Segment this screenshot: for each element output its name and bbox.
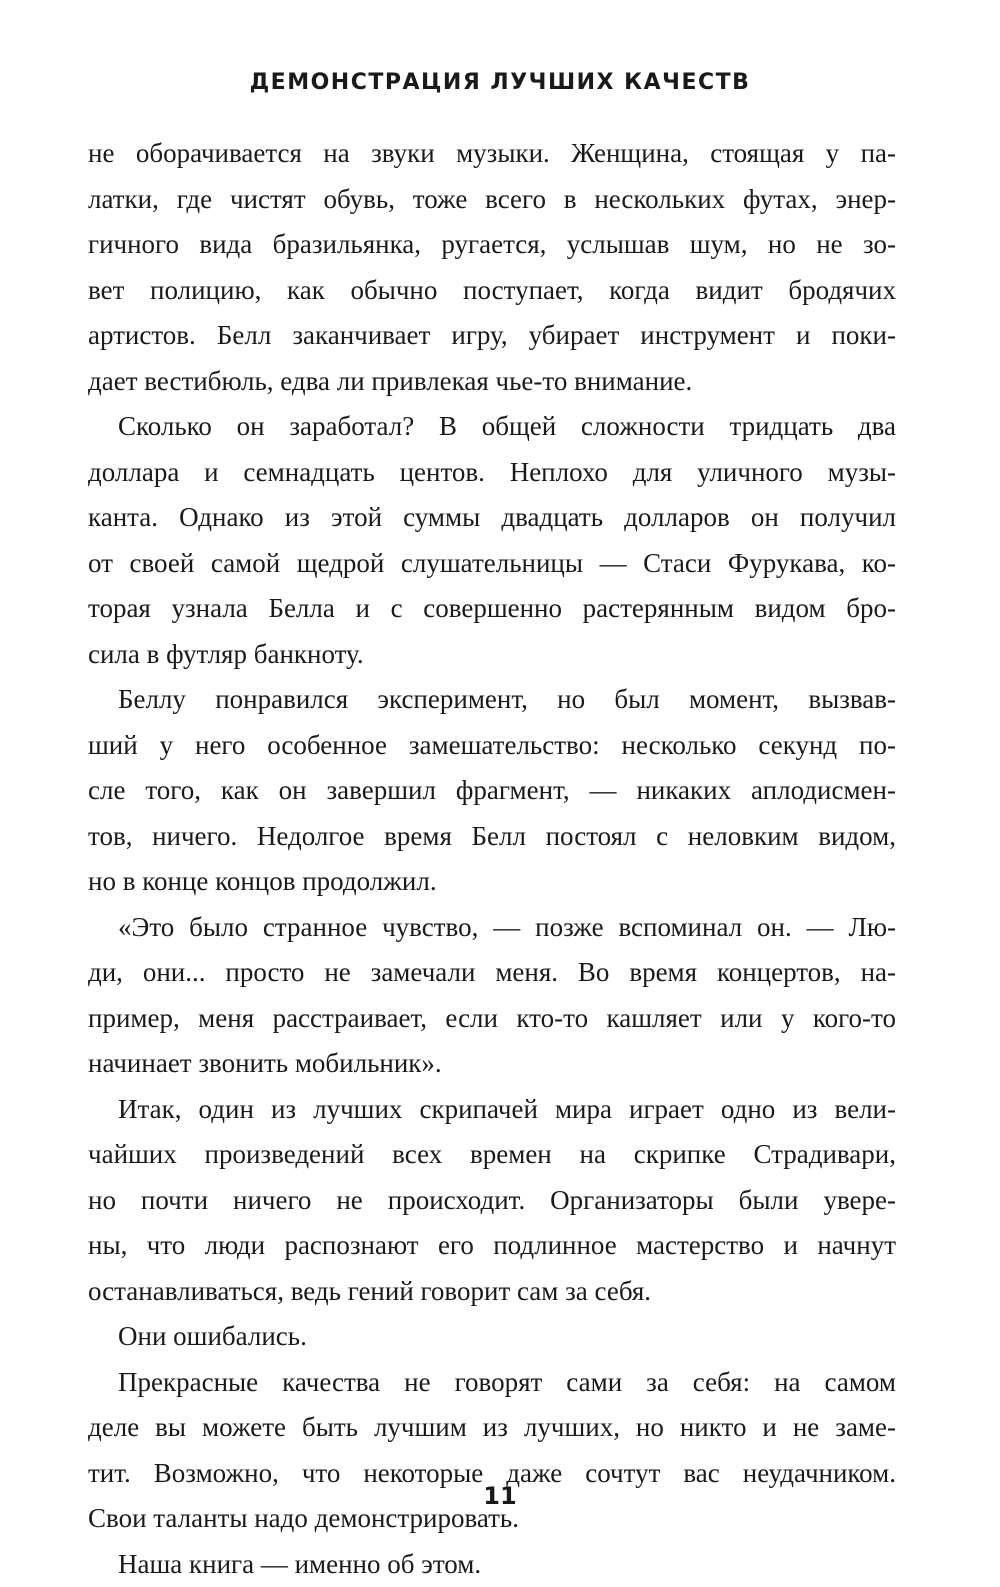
text-line: от своей самой щедрой слушательницы — Стаси Фурукава, ко-	[88, 541, 896, 587]
text-line: Наша книга — именно об этом.	[88, 1542, 896, 1587]
body-text	[88, 131, 896, 1587]
paragraph-4	[88, 905, 896, 1087]
text-line: «Это было странное чувство, — позже вспоминал он. — Лю-	[88, 905, 896, 951]
text-line: останавливаться, ведь гений говорит сам за себя.	[88, 1269, 896, 1315]
page-number: 11	[0, 1482, 1000, 1510]
paragraph-3	[88, 677, 896, 905]
text-line: ны, что люди распознают его подлинное мастерство и начнут	[88, 1223, 896, 1269]
text-line: пример, меня расстраивает, если кто-то кашляет или у кого-то	[88, 996, 896, 1042]
text-line: вет полицию, как обычно поступает, когда видит бродячих	[88, 268, 896, 314]
text-line: Прекрасные качества не говорят сами за себя: на самом	[88, 1360, 896, 1406]
text-line: Свои таланты надо демонстрировать.	[88, 1496, 896, 1542]
text-line: торая узнала Белла и с совершенно растерянным видом бро-	[88, 586, 896, 632]
paragraph-5	[88, 1087, 896, 1315]
text-line: но в конце концов продолжил.	[88, 859, 896, 905]
paragraph-2	[88, 404, 896, 677]
paragraph-6	[88, 1314, 896, 1360]
text-line: доллара и семнадцать центов. Неплохо для уличного музы-	[88, 450, 896, 496]
text-line: Сколько он заработал? В общей сложности тридцать два	[88, 404, 896, 450]
text-line: гичного вида бразильянка, ругается, услышав шум, но не зо-	[88, 222, 896, 268]
text-line: канта. Однако из этой суммы двадцать долларов он получил	[88, 495, 896, 541]
paragraph-1	[88, 131, 896, 404]
text-line: не оборачивается на звуки музыки. Женщина, стоящая у па-	[88, 131, 896, 177]
text-line: ди, они... просто не замечали меня. Во время концертов, на-	[88, 950, 896, 996]
text-line: ший у него особенное замешательство: несколько секунд по-	[88, 723, 896, 769]
text-line: но почти ничего не происходит. Организаторы были увере-	[88, 1178, 896, 1224]
text-line: сила в футляр банкноту.	[88, 632, 896, 678]
text-line: латки, где чистят обувь, тоже всего в нескольких футах, энер-	[88, 177, 896, 223]
text-line: сле того, как он завершил фрагмент, — никаких аплодисмен-	[88, 768, 896, 814]
paragraph-8	[88, 1542, 896, 1587]
text-line: Итак, один из лучших скрипачей мира играет одно из вели-	[88, 1087, 896, 1133]
text-line: дает вестибюль, едва ли привлекая чье-то внимание.	[88, 359, 896, 405]
text-line: чайших произведений всех времен на скрипке Страдивари,	[88, 1132, 896, 1178]
text-line: Беллу понравился эксперимент, но был момент, вызвав-	[88, 677, 896, 723]
text-line: тов, ничего. Недолгое время Белл постоял с неловким видом,	[88, 814, 896, 860]
text-line: тит. Возможно, что некоторые даже сочтут вас неудачником.	[88, 1451, 896, 1497]
text-line: артистов. Белл заканчивает игру, убирает инструмент и поки-	[88, 313, 896, 359]
text-line: Они ошибались.	[88, 1314, 896, 1360]
text-line: начинает звонить мобильник».	[88, 1041, 896, 1087]
running-title: ДЕМОНСТРАЦИЯ ЛУЧШИХ КАЧЕСТВ	[0, 70, 1000, 95]
text-line: деле вы можете быть лучшим из лучших, но никто и не заме-	[88, 1405, 896, 1451]
paragraph-7	[88, 1360, 896, 1542]
